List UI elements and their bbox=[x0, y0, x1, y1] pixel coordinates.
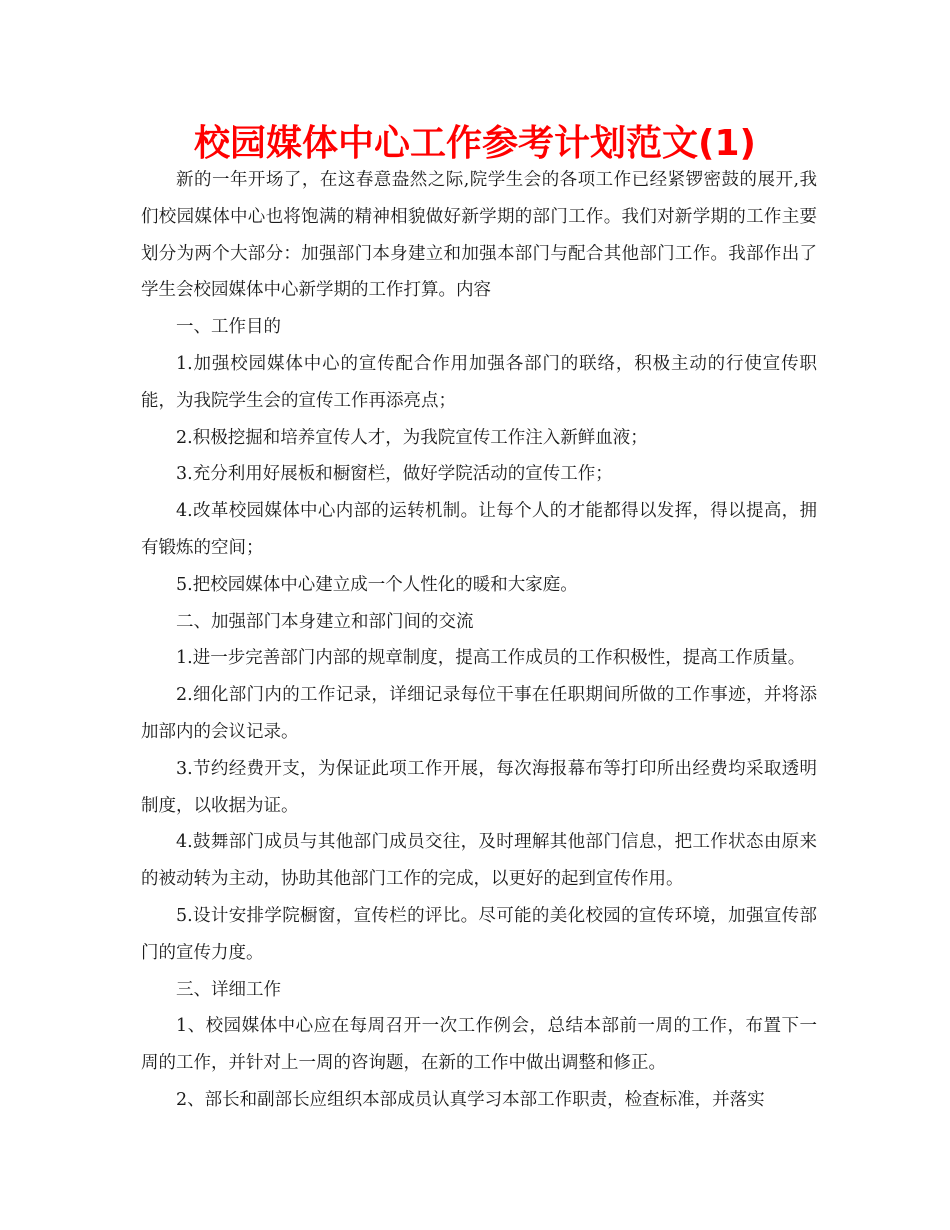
section-heading: 三、详细工作 bbox=[176, 979, 281, 1000]
list-item: 4.鼓舞部门成员与其他部门成员交往，及时理解其他部门信息，把工作状态由原来的被动转为主动，协助其他部门工作的完成，以更好的起到宣传作用。 bbox=[141, 832, 817, 890]
list-item: 1.加强校园媒体中心的宣传配合作用加强各部门的联络，积极主动的行使宣传职能，为我院学生会的宣传工作再添亮点； bbox=[141, 353, 817, 411]
list-item: 5.把校园媒体中心建立成一个人性化的暖和大家庭。 bbox=[176, 574, 578, 595]
list-item: 3.节约经费开支，为保证此项工作开展，每次海报幕布等打印所出经费均采取透明制度，以收据为证。 bbox=[141, 758, 817, 816]
list-item: 2.积极挖掘和培养宣传人才，为我院宣传工作注入新鲜血液； bbox=[176, 427, 648, 448]
list-item: 4.改革校园媒体中心内部的运转机制。让每个人的才能都得以发挥，得以提高，拥有锻炼的空间； bbox=[141, 501, 817, 558]
list-item: 2、部长和副部长应组织本部成员认真学习本部工作职责，检查标准，并落实 bbox=[176, 1089, 765, 1110]
document-title: 校园媒体中心工作参考计划范文(1) bbox=[194, 123, 756, 164]
list-item: 3.充分利用好展板和橱窗栏，做好学院活动的宣传工作； bbox=[176, 464, 613, 485]
list-item: 5.设计安排学院橱窗，宣传栏的评比。尽可能的美化校园的宣传环境，加强宣传部门的宣传力度。 bbox=[141, 905, 817, 963]
section-heading: 二、加强部门本身建立和部门间的交流 bbox=[176, 611, 474, 632]
section-heading: 一、工作目的 bbox=[176, 317, 281, 338]
document-body bbox=[141, 162, 817, 1119]
list-item: 1.进一步完善部门内部的规章制度，提高工作成员的工作积极性，提高工作质量。 bbox=[176, 648, 806, 669]
paragraph-intro: 新的一年开场了，在这春意盎然之际,院学生会的各项工作已经紧锣密鼓的展开,我们校园媒体中心也将饱满的精神相貌做好新学期的部门工作。我们对新学期的工作主要划分为两个大部分：加强部门本身建立和加强本部门与配合其他部门工作。我部作出了学生会校园媒体中心新学期的工作打算。内容 bbox=[141, 170, 817, 301]
list-item: 1、校园媒体中心应在每周召开一次工作例会，总结本部前一周的工作，布置下一周的工作，并针对上一周的咨询题，在新的工作中做出调整和修正。 bbox=[141, 1016, 817, 1074]
list-item: 2.细化部门内的工作记录，详细记录每位干事在任职期间所做的工作事迹，并将添加部内的会议记录。 bbox=[141, 685, 817, 742]
